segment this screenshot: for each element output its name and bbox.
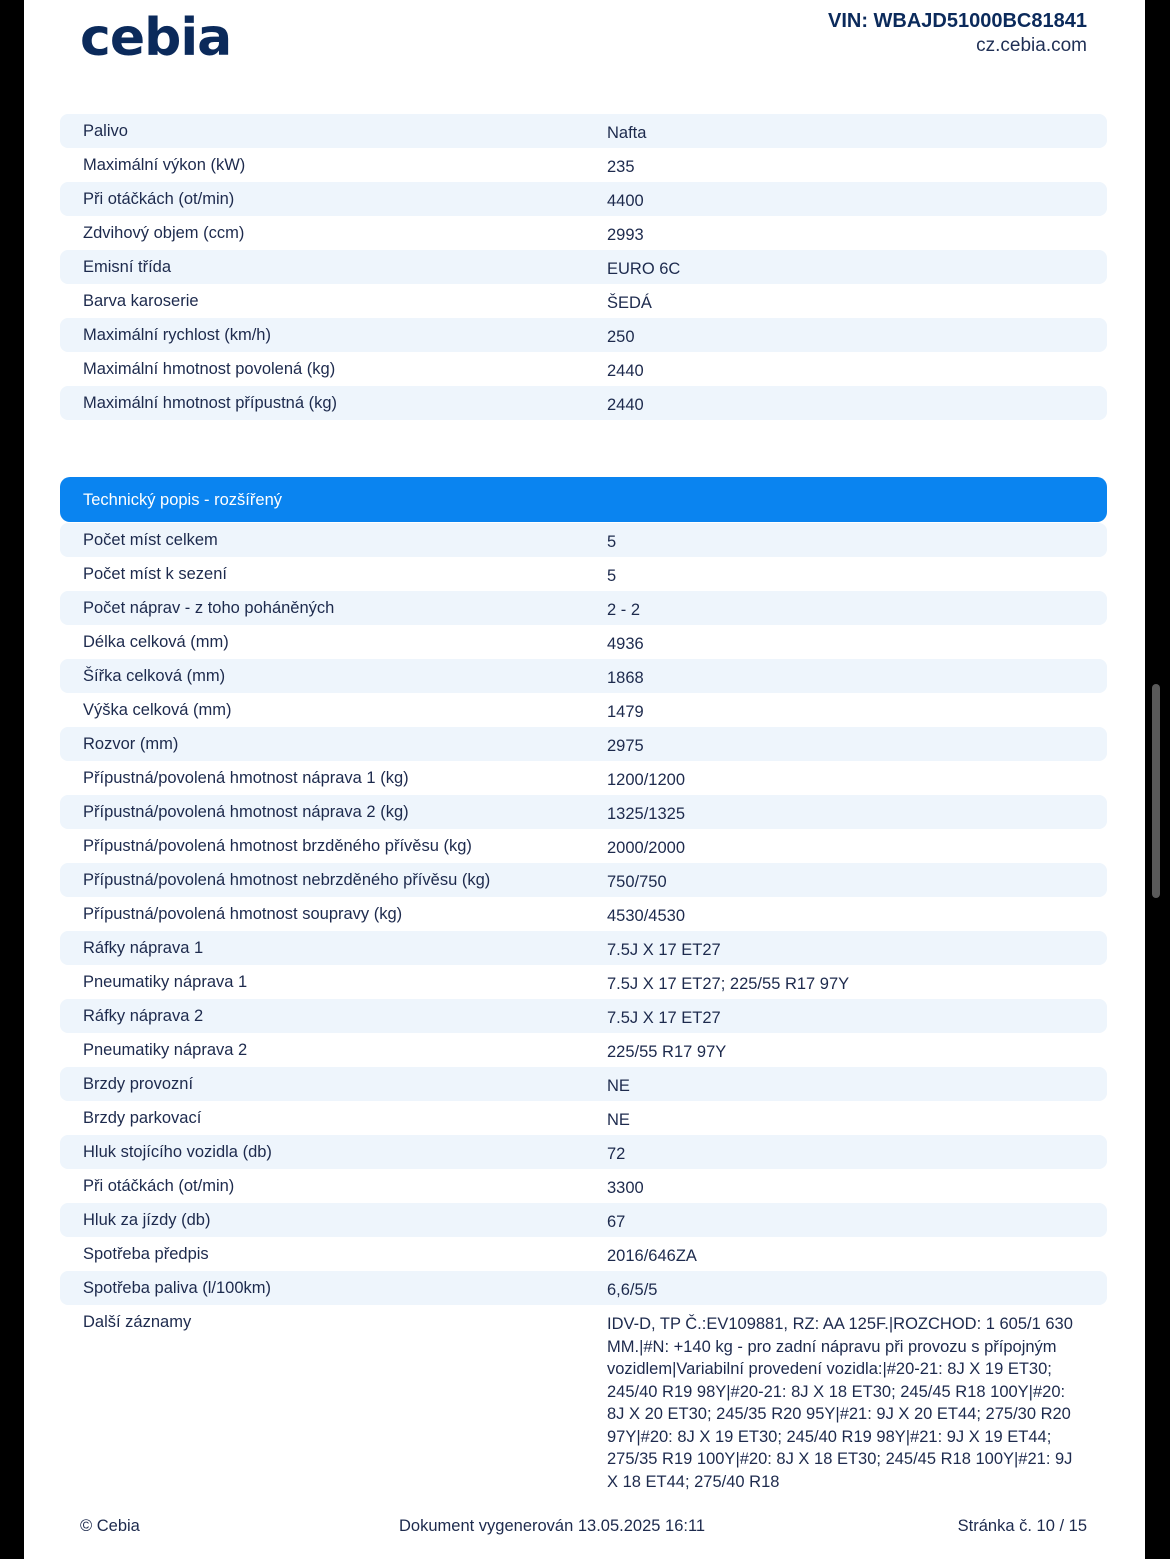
row-value: 3300 [607, 1179, 644, 1197]
row-label: Maximální výkon (kW) [83, 156, 246, 174]
table-row [60, 523, 1107, 557]
row-value: ŠEDÁ [607, 294, 652, 312]
table-row [60, 591, 1107, 625]
row-value: 1479 [607, 703, 644, 721]
footer-generated: Dokument vygenerován 13.05.2025 16:11 [399, 1517, 706, 1535]
table-row [60, 114, 1107, 148]
row-label: Maximální hmotnost povolená (kg) [83, 360, 336, 378]
table-row [60, 1067, 1107, 1101]
table-row [60, 352, 1107, 386]
basic-specs-table [60, 114, 1107, 420]
cebia-logo: cebia [80, 8, 232, 68]
footer-page-number: Stránka č. 10 / 15 [957, 1517, 1087, 1535]
row-value: 6,6/5/5 [607, 1281, 658, 1299]
row-value: 250 [607, 328, 635, 346]
row-value: 1200/1200 [607, 771, 685, 789]
row-label: Zdvihový objem (ccm) [83, 224, 245, 242]
table-row [60, 216, 1107, 250]
row-label: Palivo [83, 122, 128, 140]
row-label: Šířka celková (mm) [83, 667, 226, 685]
row-value: 7.5J X 17 ET27; 225/55 R17 97Y [607, 975, 850, 993]
document-page [24, 0, 1145, 1559]
table-row [60, 625, 1107, 659]
table-row [60, 999, 1107, 1033]
row-label: Přípustná/povolená hmotnost brzděného přívěsu (kg) [83, 837, 472, 855]
row-label: Rozvor (mm) [83, 735, 179, 753]
row-value: 4936 [607, 635, 644, 653]
row-value: 4530/4530 [607, 907, 685, 925]
row-value: 2016/646ZA [607, 1247, 697, 1265]
site-url: cz.cebia.com [976, 35, 1087, 56]
table-row [60, 284, 1107, 318]
row-label: Počet míst celkem [83, 531, 218, 549]
row-label: Barva karoserie [83, 292, 199, 310]
table-row [60, 386, 1107, 420]
table-row [60, 965, 1107, 999]
table-row [60, 1271, 1107, 1305]
row-value: 750/750 [607, 873, 667, 891]
row-label: Emisní třída [83, 258, 172, 276]
row-value: 235 [607, 158, 635, 176]
row-value: IDV-D, TP Č.:EV109881, RZ: AA 125F.|ROZCHOD: 1 605/1 630 MM.|#N: +140 kg - pro zadní nápravu při provozu s přípojným vozidlem|Variabilní provedení vozidla:|#20-21: 8J X 19 ET30; 245/40 R19 98Y|#20-21: 8J X 18 ET30; 245/45 R18 100Y|#20: 8J X 20 ET30; 245/35 R20 95Y|#21: 9J X 20 ET44; 275/30 R20 97Y|#20: 8J X 19 ET30; 245/40 R19 98Y|#21: 9J X 19 ET44; 275/35 R19 100Y|#20: 8J X 18 ET30; 245/45 R18 100Y|#21: 9J X 18 ET44; 275/40 R18 [607, 1315, 1073, 1491]
row-label: Pneumatiky náprava 2 [83, 1041, 248, 1059]
row-value: Nafta [607, 124, 647, 142]
table-row [60, 931, 1107, 965]
table-row [60, 863, 1107, 897]
row-value: NE [607, 1111, 630, 1129]
row-value: 7.5J X 17 ET27 [607, 941, 721, 959]
table-row [60, 1135, 1107, 1169]
row-value: 2440 [607, 396, 644, 414]
row-value: 2993 [607, 226, 644, 244]
table-row [60, 1033, 1107, 1067]
row-label: Přípustná/povolená hmotnost soupravy (kg) [83, 905, 403, 923]
row-label: Při otáčkách (ot/min) [83, 190, 235, 208]
table-row [60, 1305, 1107, 1495]
table-row [60, 795, 1107, 829]
section-title: Technický popis - rozšířený [83, 491, 282, 509]
row-value: NE [607, 1077, 630, 1095]
row-label: Výška celková (mm) [83, 701, 232, 719]
row-label: Při otáčkách (ot/min) [83, 1177, 235, 1195]
row-value: 5 [607, 567, 617, 585]
row-value: 7.5J X 17 ET27 [607, 1009, 721, 1027]
row-label: Hluk za jízdy (db) [83, 1211, 211, 1229]
vin-label: VIN: WBAJD51000BC81841 [827, 10, 1087, 32]
table-row [60, 897, 1107, 931]
table-row [60, 829, 1107, 863]
table-row [60, 148, 1107, 182]
row-label: Brzdy provozní [83, 1075, 194, 1093]
row-value: 2975 [607, 737, 644, 755]
section-header-extended [60, 477, 1107, 522]
row-label: Další záznamy [83, 1313, 192, 1331]
row-label: Přípustná/povolená hmotnost náprava 1 (kg) [83, 769, 409, 787]
table-row [60, 182, 1107, 216]
row-label: Spotřeba paliva (l/100km) [83, 1279, 272, 1297]
row-value: 4400 [607, 192, 644, 210]
row-label: Počet míst k sezení [83, 565, 227, 583]
row-value: 2000/2000 [607, 839, 685, 857]
table-row [60, 693, 1107, 727]
table-row [60, 761, 1107, 795]
row-label: Pneumatiky náprava 1 [83, 973, 248, 991]
row-value: 5 [607, 533, 617, 551]
table-row [60, 1237, 1107, 1271]
row-label: Spotřeba předpis [83, 1245, 209, 1263]
row-value: 225/55 R17 97Y [607, 1043, 727, 1061]
row-label: Brzdy parkovací [83, 1109, 202, 1127]
table-row [60, 659, 1107, 693]
table-row [60, 1169, 1107, 1203]
table-row [60, 1203, 1107, 1237]
extended-specs-table [60, 523, 1107, 1495]
row-value: 1325/1325 [607, 805, 685, 823]
footer-copyright: © Cebia [80, 1517, 140, 1535]
row-value: 67 [607, 1213, 626, 1231]
document-header-info [828, 10, 1087, 57]
row-label: Ráfky náprava 2 [83, 1007, 204, 1025]
table-row [60, 318, 1107, 352]
row-value: 2440 [607, 362, 644, 380]
scrollbar-thumb[interactable] [1152, 684, 1160, 898]
row-label: Maximální rychlost (km/h) [83, 326, 271, 344]
table-row [60, 1101, 1107, 1135]
row-label: Hluk stojícího vozidla (db) [83, 1143, 272, 1161]
table-row [60, 250, 1107, 284]
table-row [60, 557, 1107, 591]
row-value: 1868 [607, 669, 644, 687]
row-label: Maximální hmotnost přípustná (kg) [83, 394, 338, 412]
row-label: Počet náprav - z toho poháněných [83, 599, 335, 617]
row-label: Ráfky náprava 1 [83, 939, 204, 957]
row-label: Přípustná/povolená hmotnost náprava 2 (kg) [83, 803, 409, 821]
row-value: 2 - 2 [607, 601, 641, 619]
row-value: EURO 6C [607, 260, 681, 278]
row-label: Přípustná/povolená hmotnost nebrzděného přívěsu (kg) [83, 871, 491, 889]
row-label: Délka celková (mm) [83, 633, 229, 651]
row-value: 72 [607, 1145, 626, 1163]
table-row [60, 727, 1107, 761]
